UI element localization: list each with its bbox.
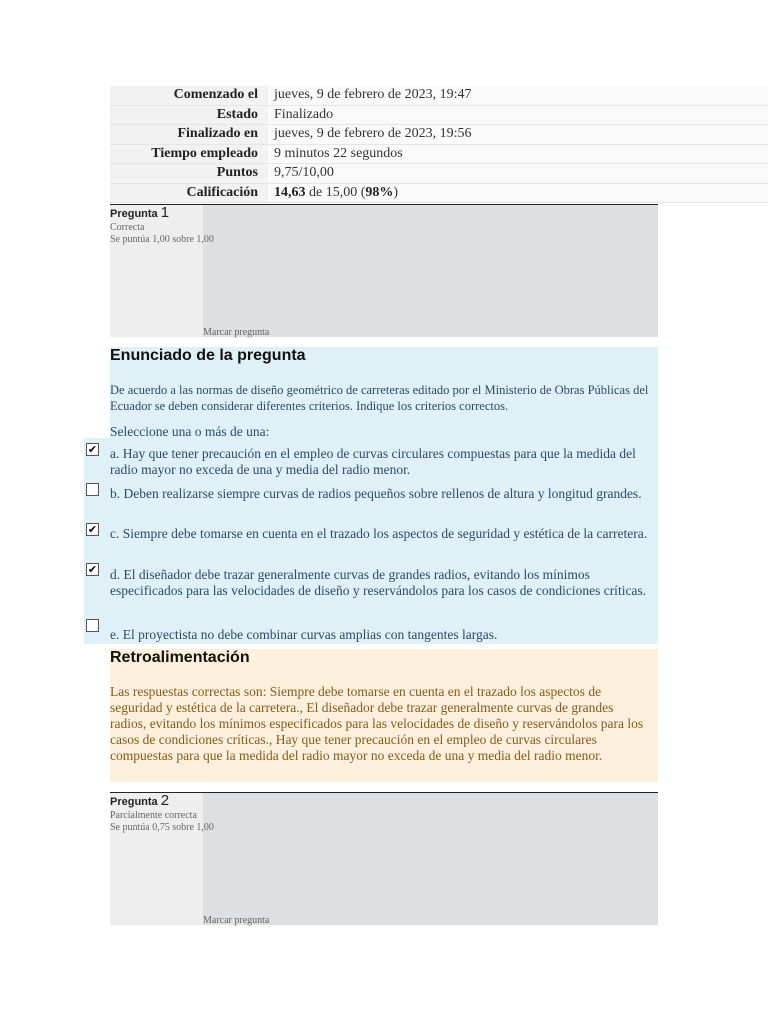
grade-percent: 98% — [365, 184, 394, 200]
summary-label: Tiempo empleado — [110, 144, 268, 164]
question-state: Parcialmente correcta — [110, 810, 197, 821]
summary-value: 9,75/10,00 — [268, 164, 768, 184]
summary-label: Comenzado el — [110, 86, 268, 105]
option-checkbox-a[interactable]: ✔ — [87, 443, 98, 456]
summary-row-finished — [110, 125, 768, 145]
option-checkbox-b[interactable] — [86, 483, 99, 496]
option-checkbox-d[interactable]: ✔ — [87, 563, 98, 576]
question-number-value: 1 — [160, 204, 170, 221]
grade-score: 14,63 — [274, 184, 306, 200]
answer-option-e[interactable]: e. El proyectista no debe combinar curvas amplias con tangentes largas. — [110, 627, 498, 642]
question-number — [110, 793, 214, 810]
options-side-band — [84, 438, 110, 644]
question-marks: Se puntúa 0,75 sobre 1,00 — [110, 822, 214, 833]
feedback-heading: Retroalimentación — [110, 649, 250, 666]
summary-label: Estado — [110, 105, 268, 125]
summary-row-started — [110, 86, 768, 105]
option-checkbox-c[interactable]: ✔ — [87, 523, 98, 536]
question-1-content — [110, 347, 658, 644]
summary-label: Calificación — [110, 183, 268, 203]
answer-option-a[interactable]: a. Hay que tener precaución en el empleo de curvas circulares compuestas para que la medida del radio mayor no exceda de una y media del radio menor. — [110, 446, 636, 477]
answer-option-c[interactable]: c. Siempre debe tomarse en cuenta en el trazado los aspectos de seguridad y estética de la carretera. — [110, 526, 648, 541]
summary-value: jueves, 9 de febrero de 2023, 19:47 — [268, 86, 768, 105]
flag-question-link[interactable]: Marcar pregunta — [203, 915, 270, 926]
feedback-text: Las respuestas correctas son: Siempre debe tomarse en cuenta en el trazado los aspectos de seguridad y estética de la carretera., El diseñador debe trazar generalmente curvas de grandes radios, evitando los mínimos especificados para las velocidades de diseño y reservándolos para los casos de condiciones críticas., Hay que tener precaución en el empleo de curvas circulares compuestas para que la medida del radio mayor no exceda de una y media del radio menor. — [110, 684, 644, 763]
question-prefix: Pregunta — [110, 796, 161, 808]
summary-value: Finalizado — [268, 105, 768, 125]
question-meta — [110, 793, 214, 834]
question-number-value: 2 — [160, 792, 170, 809]
answer-prompt: Seleccione una o más de una: — [110, 424, 270, 439]
summary-label: Finalizado en — [110, 125, 268, 145]
question-marks: Se puntúa 1,00 sobre 1,00 — [110, 234, 214, 245]
summary-row-grade — [110, 183, 768, 203]
attempt-summary-table — [110, 86, 768, 203]
summary-label: Puntos — [110, 164, 268, 184]
question-text: De acuerdo a las normas de diseño geométrico de carreteras editado por el Ministerio de Obras Públicas del Ecuador se deben considerar diferentes criterios. Indique los criterios correctos. — [110, 383, 649, 413]
summary-row-time — [110, 144, 768, 164]
summary-row-points — [110, 164, 768, 184]
question-number — [110, 205, 214, 222]
summary-value: 9 minutos 22 segundos — [268, 144, 768, 164]
grade-of: de 15,00 ( — [305, 184, 366, 200]
question-heading: Enunciado de la pregunta — [110, 347, 306, 364]
feedback-block — [110, 649, 658, 782]
answer-option-b[interactable]: b. Deben realizarse siempre curvas de radios pequeños sobre rellenos de altura y longitud grandes. — [110, 486, 642, 501]
summary-row-state — [110, 105, 768, 125]
question-2-info — [110, 792, 658, 925]
question-prefix: Pregunta — [110, 208, 161, 220]
grade-close: ) — [393, 184, 399, 200]
answer-option-d[interactable]: d. El diseñador debe trazar generalmente curvas de grandes radios, evitando los mínimos especificados para las velocidades de diseño y reservándolos para los casos de condiciones críticas. — [110, 567, 647, 598]
question-1-info — [110, 204, 658, 337]
question-meta — [110, 205, 214, 246]
summary-value: jueves, 9 de febrero de 2023, 19:56 — [268, 125, 768, 145]
grade-value — [268, 183, 768, 203]
flag-question-link[interactable]: Marcar pregunta — [203, 327, 270, 338]
question-state: Correcta — [110, 222, 145, 233]
option-checkbox-e[interactable] — [86, 619, 99, 632]
